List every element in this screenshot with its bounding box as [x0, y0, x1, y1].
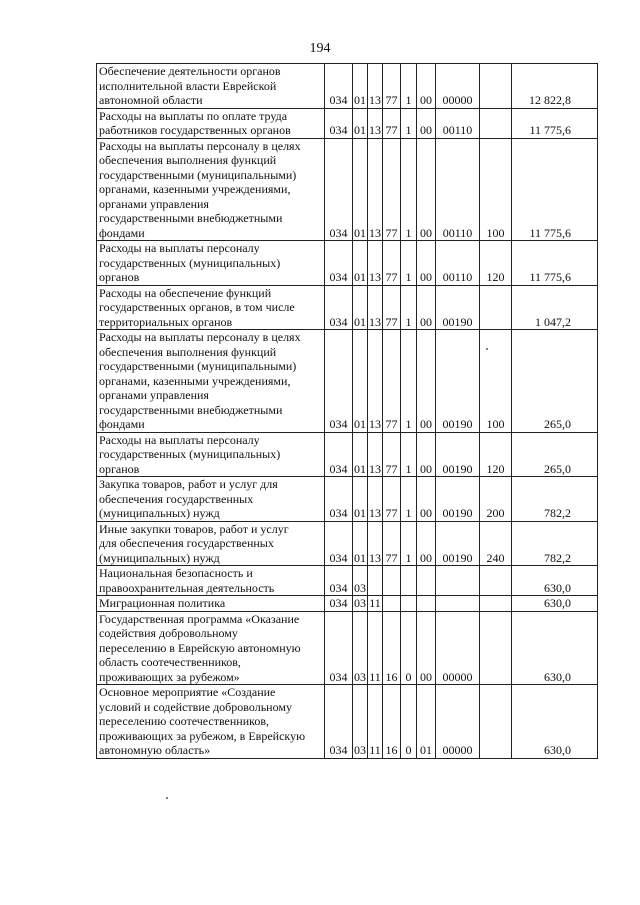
code-pr: 13	[368, 64, 383, 109]
code-pr: 13	[368, 432, 383, 477]
table-body	[97, 64, 598, 759]
code-event: 00	[417, 138, 436, 241]
code-event: 01	[417, 685, 436, 759]
code-gr: 034	[325, 108, 353, 138]
code-rz: 01	[353, 330, 368, 433]
code-vr: 120	[480, 432, 512, 477]
amount: 630,0	[512, 611, 598, 685]
code-vr	[480, 611, 512, 685]
code-vr	[480, 108, 512, 138]
code-program: 77	[383, 241, 401, 286]
code-subprogram	[401, 596, 417, 612]
amount: 11 775,6	[512, 108, 598, 138]
code-event: 00	[417, 64, 436, 109]
table-row	[97, 241, 598, 286]
code-vr	[480, 285, 512, 330]
row-name: Расходы на выплаты персоналу в целях обеспечения выполнения функций государственными (муниципальными) органами, казенными учреждениями, органами управления государственными внебюджетными фондами	[97, 330, 325, 433]
amount: 782,2	[512, 521, 598, 566]
code-direction	[436, 596, 480, 612]
code-gr: 034	[325, 64, 353, 109]
code-direction: 00190	[436, 285, 480, 330]
scan-speck	[166, 797, 168, 799]
code-vr	[480, 566, 512, 596]
code-subprogram: 0	[401, 685, 417, 759]
code-pr: 11	[369, 596, 381, 610]
code-program: 77	[383, 108, 401, 138]
table-row	[97, 685, 598, 759]
code-vr: 200	[480, 477, 512, 522]
code-subprogram: 1	[401, 285, 417, 330]
code-subprogram: 1	[401, 241, 417, 286]
row-name: Расходы на выплаты по оплате труда работников государственных органов	[97, 108, 325, 138]
code-rz: 01	[353, 477, 368, 522]
code-rz: 03	[353, 566, 368, 596]
amount: 782,2	[512, 477, 598, 522]
code-rz: 01	[353, 432, 368, 477]
code-direction: 00190	[436, 477, 480, 522]
table-row	[97, 108, 598, 138]
code-pr: 13	[368, 285, 383, 330]
code-event	[417, 566, 436, 596]
code-vr: 120	[480, 241, 512, 286]
table-row	[97, 611, 598, 685]
amount: 12 822,8	[512, 64, 598, 109]
code-pr	[368, 566, 383, 596]
row-name: Государственная программа «Оказание содействия добровольному переселению в Еврейскую автономную область соотечественников, проживающих за рубежом»	[97, 611, 325, 685]
code-pr: 13	[368, 330, 383, 433]
code-event: 00	[417, 521, 436, 566]
amount: 265,0	[512, 330, 598, 433]
code-direction: 00110	[436, 108, 480, 138]
code-gr: 034	[325, 566, 353, 596]
code-gr: 034	[325, 330, 353, 433]
code-vr	[480, 596, 512, 612]
row-name: Расходы на выплаты персоналу в целях обеспечения выполнения функций государственными (муниципальными) органами, казенными учреждениями, органами управления государственными внебюджетными фондами	[97, 138, 325, 241]
code-rz: 01	[353, 285, 368, 330]
row-name: Расходы на обеспечение функций государственных органов, в том числе территориальных органов	[97, 285, 325, 330]
code-pr: 13	[368, 108, 383, 138]
code-event	[417, 596, 436, 612]
code-gr: 034	[325, 685, 353, 759]
code-program: 16	[383, 685, 401, 759]
code-pr: 11	[368, 685, 383, 759]
budget-table	[96, 63, 598, 759]
row-name: Расходы на выплаты персоналу государственных (муниципальных) органов	[97, 241, 325, 286]
row-name: Основное мероприятие «Создание условий и содействие добровольному переселению соотечественников, проживающих за рубежом, в Еврейскую автономную область»	[97, 685, 325, 759]
code-event: 00	[417, 330, 436, 433]
code-direction: 00190	[436, 521, 480, 566]
code-subprogram: 0	[401, 611, 417, 685]
code-program: 77	[383, 138, 401, 241]
code-subprogram: 1	[401, 108, 417, 138]
row-name: Обеспечение деятельности органов исполнительной власти Еврейской автономной области	[97, 64, 325, 109]
amount: 11 775,6	[512, 138, 598, 241]
code-program: 77	[383, 285, 401, 330]
code-event: 00	[417, 285, 436, 330]
row-name: Иные закупки товаров, работ и услуг для обеспечения государственных (муниципальных) нужд	[97, 521, 325, 566]
code-subprogram: 1	[401, 432, 417, 477]
code-rz: 01	[353, 108, 368, 138]
code-rz: 01	[353, 521, 368, 566]
code-subprogram: 1	[401, 477, 417, 522]
code-direction: 00190	[436, 330, 480, 433]
table-row	[97, 432, 598, 477]
code-pr: 13	[368, 521, 383, 566]
code-program: 77	[383, 432, 401, 477]
table-row	[97, 566, 598, 596]
code-vr	[480, 64, 512, 109]
code-program: 77	[383, 330, 401, 433]
code-vr: 100	[480, 330, 512, 433]
table-row	[97, 138, 598, 241]
code-event: 00	[417, 611, 436, 685]
code-program: 77	[383, 477, 401, 522]
code-direction: 00110	[436, 241, 480, 286]
code-pr: 13	[368, 477, 383, 522]
code-gr: 034	[325, 285, 353, 330]
row-name: Миграционная политика	[97, 596, 325, 612]
code-subprogram	[401, 566, 417, 596]
code-direction: 00190	[436, 432, 480, 477]
table-row	[97, 330, 598, 433]
code-rz: 03	[353, 611, 368, 685]
row-name: Национальная безопасность и правоохранительная деятельность	[97, 566, 325, 596]
amount: 11 775,6	[512, 241, 598, 286]
code-vr	[480, 685, 512, 759]
code-program	[383, 596, 401, 612]
code-rz: 01	[353, 64, 368, 109]
code-gr: 034	[325, 138, 353, 241]
code-gr: 034	[325, 432, 353, 477]
code-subprogram: 1	[401, 64, 417, 109]
code-subprogram: 1	[401, 138, 417, 241]
amount: 265,0	[512, 432, 598, 477]
amount: 1 047,2	[512, 285, 598, 330]
scan-speck	[486, 348, 488, 350]
code-event: 00	[417, 432, 436, 477]
code-direction: 00000	[436, 64, 480, 109]
amount: 630,0	[512, 566, 598, 596]
code-rz: 01	[353, 241, 368, 286]
amount: 630,0	[512, 596, 598, 612]
code-subprogram: 1	[401, 521, 417, 566]
code-rz: 01	[353, 138, 368, 241]
code-event: 00	[417, 241, 436, 286]
code-gr: 034	[325, 241, 353, 286]
code-direction	[436, 566, 480, 596]
table-row	[97, 477, 598, 522]
table-row	[97, 285, 598, 330]
code-event: 00	[417, 477, 436, 522]
table-row	[97, 64, 598, 109]
code-direction: 00110	[436, 138, 480, 241]
row-name: Закупка товаров, работ и услуг для обеспечения государственных (муниципальных) нужд	[97, 477, 325, 522]
code-program: 77	[383, 521, 401, 566]
code-pr: 11	[368, 611, 383, 685]
code-pr: 13	[368, 138, 383, 241]
code-rz: 03	[354, 596, 366, 610]
row-name: Расходы на выплаты персоналу государственных (муниципальных) органов	[97, 432, 325, 477]
table-row	[97, 521, 598, 566]
code-program: 16	[383, 611, 401, 685]
code-pr: 13	[368, 241, 383, 286]
code-direction: 00000	[436, 685, 480, 759]
code-gr: 034	[325, 521, 353, 566]
code-direction: 00000	[436, 611, 480, 685]
table-row	[97, 596, 598, 612]
amount: 630,0	[512, 685, 598, 759]
code-rz: 03	[353, 685, 368, 759]
code-program: 77	[383, 64, 401, 109]
code-event: 00	[417, 108, 436, 138]
code-program	[383, 566, 401, 596]
code-vr: 100	[480, 138, 512, 241]
code-gr: 034	[325, 477, 353, 522]
code-gr: 034	[325, 596, 353, 612]
code-vr: 240	[480, 521, 512, 566]
code-subprogram: 1	[401, 330, 417, 433]
page-number: 194	[309, 41, 331, 56]
code-gr: 034	[325, 611, 353, 685]
